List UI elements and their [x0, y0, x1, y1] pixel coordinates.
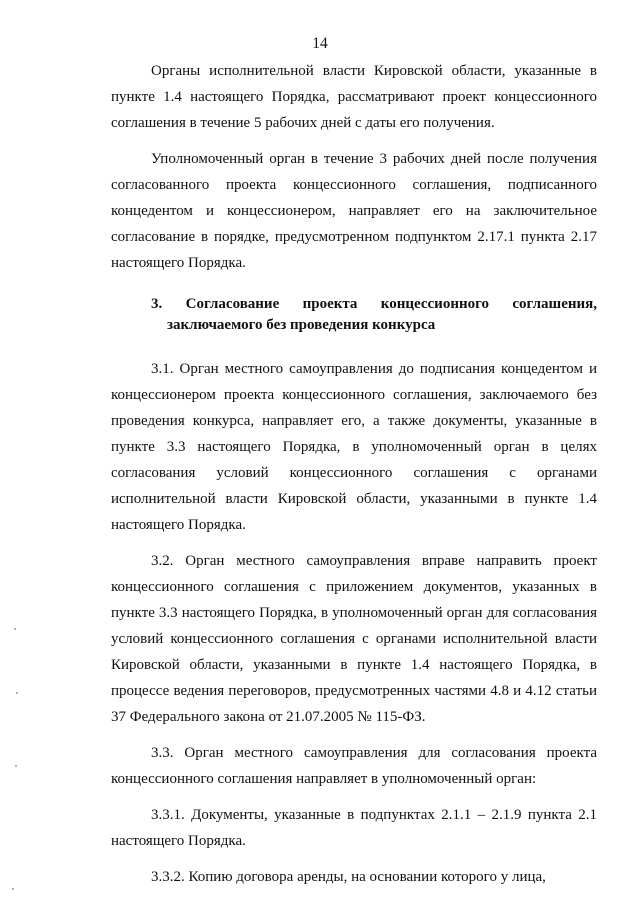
section-heading-line2: заключаемого без проведения конкурса [167, 317, 436, 333]
section-heading [111, 294, 597, 336]
paragraph: 3.3. Орган местного самоуправления для согласования проекта концессионного соглашения направляет в уполномоченный орган: [111, 745, 597, 787]
paragraph: 3.3.2. Копию договора аренды, на основании которого у лица, [151, 869, 546, 885]
scan-speck [15, 765, 17, 767]
page-number: 14 [312, 35, 328, 52]
scan-speck [14, 628, 16, 630]
paragraph: Уполномоченный орган в течение 3 рабочих дней после получения согласованного проекта концессионного соглашения, подписанного концедентом и концессионером, направляет его на заключительное согласование в порядке, предусмотренном подпунктом 2.17.1 пункта 2.17 настоящего Порядка. [111, 151, 597, 271]
paragraph: Органы исполнительной власти Кировской области, указанные в пункте 1.4 настоящего Порядка, рассматривают проект концессионного соглашения в течение 5 рабочих дней с даты его получения. [111, 63, 597, 131]
scan-speck [12, 888, 14, 890]
document-body [111, 58, 597, 900]
scan-speck [16, 692, 18, 694]
paragraph: 3.3.1. Документы, указанные в подпунктах 2.1.1 – 2.1.9 пункта 2.1 настоящего Порядка. [111, 807, 597, 849]
paragraph: 3.2. Орган местного самоуправления вправе направить проект концессионного соглашения с приложением документов, указанных в пункте 3.3 настоящего Порядка, в уполномоченный орган для согласования условий концессионного соглашения с органами исполнительной власти Кировской области, указанными в пункте 1.4 настоящего Порядка, в процессе ведения переговоров, предусмотренных частями 4.8 и 4.12 статьи 37 Федерального закона от 21.07.2005 № 115-ФЗ. [111, 553, 597, 725]
section-heading-line1: 3. Согласование проекта концессионного соглашения, [151, 296, 597, 312]
paragraph: 3.1. Орган местного самоуправления до подписания концедентом и концессионером проекта концессионного соглашения, заключаемого без проведения конкурса, направляет его, а также документы, указанные в пункте 3.3 настоящего Порядка, в уполномоченный орган в целях согласования условий концессионного соглашения с органами исполнительной власти Кировской области, указанными в пункте 1.4 настоящего Порядка. [111, 361, 597, 533]
